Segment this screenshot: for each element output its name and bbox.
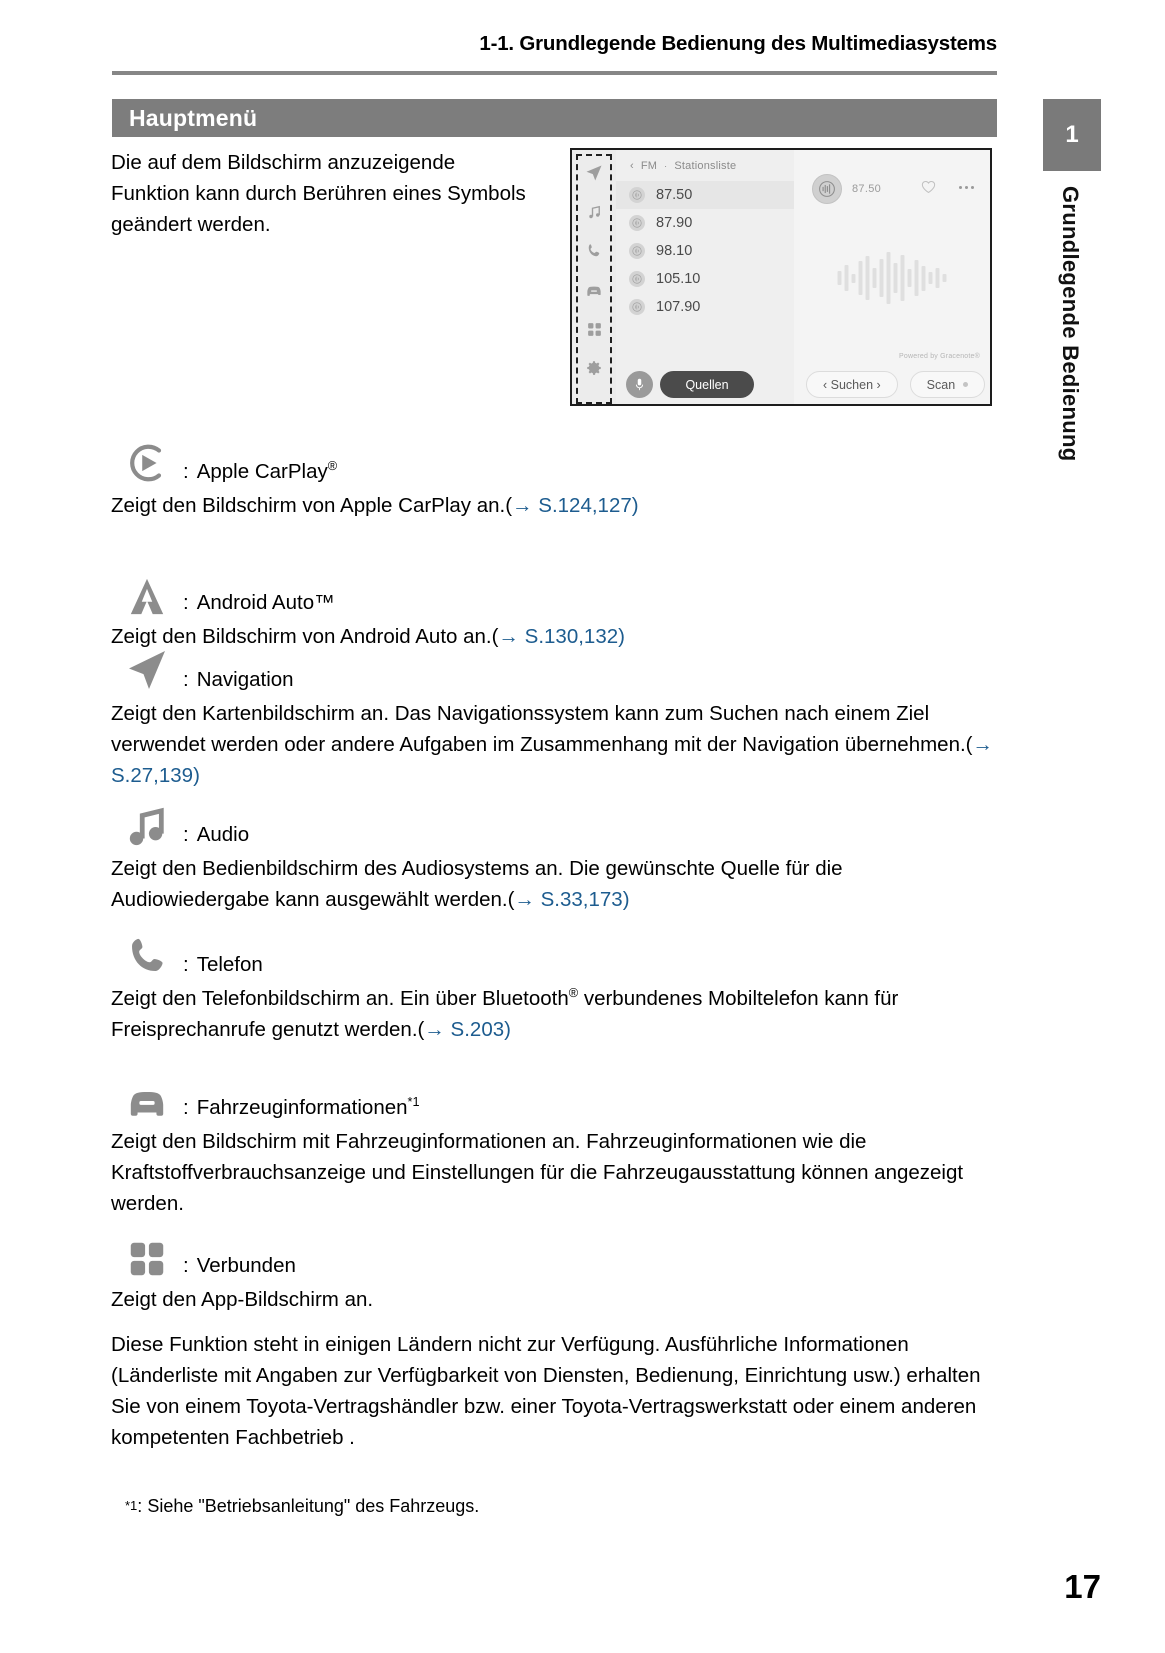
heart-icon[interactable] <box>921 180 936 199</box>
entry-reference-close: ) <box>631 494 639 517</box>
breadcrumb-separator: · <box>664 161 668 171</box>
entry-header <box>111 573 1001 617</box>
running-header: 1-1. Grundlegende Bedienung des Multimediasystems <box>479 32 997 55</box>
entry-audio <box>111 805 1001 915</box>
entry-header <box>111 442 1001 486</box>
entry-reference[interactable]: → S.130,132 <box>498 625 619 648</box>
entry-label-text: Apple CarPlay <box>196 460 328 483</box>
audio-icon <box>111 805 183 849</box>
navigation-icon[interactable] <box>581 160 607 186</box>
entry-reference-close: ) <box>622 888 630 911</box>
entry-colon: : <box>183 1254 189 1277</box>
entry-body <box>111 853 1001 915</box>
entry-body <box>111 698 1001 791</box>
entry-body <box>111 621 1001 652</box>
entry-body <box>111 490 1001 521</box>
header-rule <box>112 71 997 75</box>
entry-label-text: Telefon <box>196 953 263 976</box>
entry-body-text: Zeigt den Telefonbildschirm an. Ein über Bluetooth <box>111 987 569 1010</box>
entry-android-auto <box>111 573 1001 652</box>
entry-label <box>183 823 249 849</box>
scan-indicator-icon <box>963 382 968 387</box>
breadcrumb <box>616 150 794 181</box>
station-icon <box>629 243 645 259</box>
entry-body-text: Zeigt den Bildschirm von Android Auto an.( <box>111 625 499 648</box>
entry-label-text: Navigation <box>196 668 294 691</box>
entry-header <box>111 650 1001 694</box>
entry-header <box>111 935 1001 979</box>
entry-label-sup: *1 <box>407 1094 420 1110</box>
entry-body-text: Zeigt den Kartenbildschirm an. Das Navigationssystem kann zum Suchen nach einem Ziel verwendet werden oder andere Aufgaben im Zusammenhang mit der Navigation übernehmen.( <box>111 702 973 756</box>
scan-button[interactable] <box>910 371 986 398</box>
now-playing-frequency: 87.50 <box>852 183 882 195</box>
now-playing-pane <box>794 150 990 404</box>
phone-icon <box>111 935 183 979</box>
entry-reference-close: ) <box>618 625 625 648</box>
phone-icon[interactable] <box>581 238 607 264</box>
chapter-number: 1 <box>1065 121 1079 148</box>
station-row[interactable] <box>616 265 794 293</box>
head-unit-rail <box>572 150 616 404</box>
section-title-bar <box>112 99 997 137</box>
station-icon <box>629 187 645 203</box>
footnote-text: Siehe "Betriebsanleitung" des Fahrzeugs. <box>147 1496 480 1516</box>
entry-label <box>183 1254 296 1280</box>
entry-reference[interactable]: → S.124,127 <box>512 494 632 517</box>
entry-navigation <box>111 650 1001 791</box>
entry-body <box>111 983 1001 1045</box>
station-row[interactable] <box>616 293 794 321</box>
mic-button[interactable] <box>626 371 653 398</box>
more-icon[interactable] <box>959 186 974 189</box>
station-icon <box>629 271 645 287</box>
entry-label-text: Fahrzeuginformationen <box>196 1096 408 1119</box>
back-icon[interactable]: ‹ <box>630 160 634 172</box>
entry-body-extra: Diese Funktion steht in einigen Ländern nicht zur Verfügung. Ausführliche Informationen (Länderliste mit Angaben zur Verfügbarkeit von Diensten, Bedienung, Einrichtung usw.) erhalten Sie von einem Toyota-Vertragshändler bzw. einer Toyota-Vertragswerkstatt oder einem anderen kompetenten Fachbetrieb . <box>111 1333 981 1449</box>
section-title: Hauptmenü <box>129 104 258 131</box>
apple-carplay-icon <box>111 442 183 486</box>
now-playing-controls <box>806 371 985 398</box>
entry-body-text: Zeigt den Bedienbildschirm des Audiosystems an. Die gewünschte Quelle für die Audiowiedergabe kann ausgewählt werden.( <box>111 857 843 911</box>
section-intro: Die auf dem Bildschirm anzuzeigende Funktion kann durch Berühren eines Symbols geändert werden. <box>111 151 526 236</box>
entry-colon: : <box>183 1096 189 1119</box>
vehicle-icon <box>111 1078 183 1122</box>
entry-body-text: Zeigt den Bildschirm mit Fahrzeuginformationen an. Fahrzeuginformationen wie die Kraftstoffverbrauchsanzeige und Einstellungen für die Fahrzeugausstattung können angezeigt werden. <box>111 1130 964 1215</box>
head-unit-figure <box>570 148 992 406</box>
station-icon <box>629 215 645 231</box>
waveform-visualizer <box>838 252 947 304</box>
station-row[interactable] <box>616 237 794 265</box>
entry-header <box>111 805 1001 849</box>
apps-icon <box>111 1236 183 1280</box>
entry-colon: : <box>183 823 189 846</box>
settings-icon[interactable] <box>581 355 607 381</box>
apps-icon[interactable] <box>581 316 607 342</box>
station-frequency: 107.90 <box>656 299 701 315</box>
footnote-colon: : <box>137 1496 143 1516</box>
entry-label <box>183 668 294 694</box>
entry-body-text: Zeigt den App-Bildschirm an. <box>111 1288 374 1311</box>
entry-colon: : <box>183 953 189 976</box>
entry-reference-close: ) <box>193 764 200 787</box>
footnote-mark: *1 <box>125 1498 138 1513</box>
station-row[interactable] <box>616 181 794 209</box>
seek-button[interactable]: ‹ Suchen › <box>806 371 898 398</box>
station-frequency: 87.50 <box>656 187 693 203</box>
station-icon <box>629 299 645 315</box>
chapter-title: Grundlegende Bedienung <box>1058 186 1083 462</box>
entry-reference[interactable]: → S.33,173 <box>514 888 623 911</box>
vehicle-icon[interactable] <box>581 277 607 303</box>
entry-apple-carplay <box>111 442 1001 521</box>
head-unit-screen <box>572 150 990 404</box>
station-frequency: 87.90 <box>656 215 693 231</box>
entry-verbunden <box>111 1236 1001 1453</box>
entry-label-text: Android Auto™ <box>196 591 335 614</box>
station-row[interactable] <box>616 209 794 237</box>
entry-body-text: Zeigt den Bildschirm von Apple CarPlay an.( <box>111 494 513 517</box>
entry-header <box>111 1236 1001 1280</box>
android-auto-icon <box>111 573 183 617</box>
page-number: 17 <box>1064 1568 1101 1605</box>
entry-fahrzeuginformationen <box>111 1078 1001 1219</box>
footnote <box>125 1496 985 1517</box>
entry-telefon <box>111 935 1001 1045</box>
station-art-icon <box>812 174 842 204</box>
entry-label-text: Audio <box>196 823 250 846</box>
entry-label <box>183 591 335 617</box>
entry-body <box>111 1126 1001 1219</box>
now-playing-header <box>794 150 990 204</box>
entry-body-sup: ® <box>568 985 579 1001</box>
powered-by-label: Powered by Gracenote® <box>899 353 980 360</box>
entry-header <box>111 1078 1001 1122</box>
entry-label <box>183 1096 420 1122</box>
chapter-tab <box>1043 99 1101 171</box>
entry-label-text: Verbunden <box>196 1254 296 1277</box>
entry-label <box>183 460 337 486</box>
station-frequency: 105.10 <box>656 271 701 287</box>
sources-button[interactable]: Quellen <box>660 371 754 398</box>
station-frequency: 98.10 <box>656 243 693 259</box>
entry-body-text-2: verbundenes Mobiltelefon kann für Freisprechanrufe genutzt werden.( <box>111 987 899 1041</box>
entry-colon: : <box>183 668 189 691</box>
scan-label: Scan <box>926 377 956 392</box>
breadcrumb-page: Stationsliste <box>674 160 737 172</box>
entry-reference[interactable]: → S.27,139 <box>111 733 994 787</box>
list-bottom-controls <box>616 371 794 398</box>
entry-body <box>111 1284 1001 1315</box>
station-list-pane <box>616 150 794 404</box>
entry-label <box>183 953 263 979</box>
entry-colon: : <box>183 591 189 614</box>
navigation-icon <box>111 650 183 694</box>
entry-reference[interactable]: → S.203 <box>424 1018 505 1041</box>
breadcrumb-source: FM <box>640 160 658 172</box>
entry-reference-close: ) <box>504 1018 511 1041</box>
entry-colon: : <box>183 460 189 483</box>
entry-label-sup: ® <box>327 458 338 474</box>
audio-icon[interactable] <box>581 199 607 225</box>
